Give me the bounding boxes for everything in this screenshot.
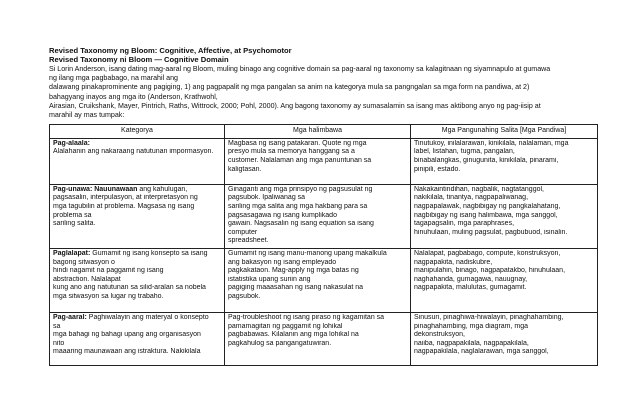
table-row-pag-aaral (50, 312, 598, 365)
category-term: Pag-alaala: (53, 139, 90, 147)
intro-line: marahil ay mas tumpak: (49, 111, 125, 120)
halimbawa-cell (225, 312, 411, 365)
pandiwa-cell (411, 248, 598, 312)
intro-line: bahagyang inayos ang mga ito (Anderson, Krathwohl, (49, 92, 218, 101)
table-row-pag-unawa (50, 184, 598, 248)
cell-line: binabalangkas, ginugunita, kinikilala, pinarami, (414, 157, 559, 164)
cell-line: pagiging maaasahan ng isang nakasulat na (228, 284, 364, 292)
table-row-pag-alaala (50, 138, 598, 184)
cell-line: Nakakaintindihan, nagbalik, nagtatanggol, (414, 185, 544, 193)
cell-line: kaligtasan. (228, 165, 262, 173)
cell-line: mga bahagi ng bahagi upang ang organisasyon (53, 331, 201, 339)
cell-line: Ginaganti ang mga prinsipyo ng pagsusulat ng (228, 185, 373, 193)
cell-line: naiiba, nagpapakilala, nagpapakilala, (414, 339, 529, 347)
halimbawa-cell (225, 138, 411, 184)
cell-line: Tinutukoy, inilalarawan, kinikilala, nalalaman, mga (414, 139, 569, 147)
kategorya-cell (50, 184, 225, 248)
cell-line: label, listahan, tugma, pangalan, (414, 148, 515, 156)
halimbawa-cell (225, 184, 411, 248)
intro-paragraph (49, 65, 597, 120)
pandiwa-cell (411, 312, 598, 365)
cell-line: sa (53, 322, 61, 330)
cell-line: hinuhulaan, muling pagsulat, pagbubuod, isinalin. (414, 228, 568, 236)
cell-line: nagpapakita, malulutas, gumagamit. (414, 284, 527, 292)
intro-line: ng ilang mga pagbabago, na marahil ang (49, 74, 178, 83)
pandiwa-cell (411, 138, 598, 184)
category-term-rest: Paghiwalayin ang materyal o konsepto (86, 313, 209, 321)
cell-line: pagsubok. Ipaliwanag sa (228, 194, 306, 202)
cell-line: maaaring maunawaan ang istraktura. Nakikilala (53, 348, 201, 356)
cell-line: tagapagsalin, mga paraphrases, (414, 220, 515, 228)
intro-line: Airasian, Cruikshank, Mayer, Pintrich, Raths, Wittrock, 2000; Pohl, 2000). Ang bagong taxonomy ay sumasalamin sa isang mas aktibong anyo ng pag-iisip at (49, 101, 541, 110)
cell-line: Magbasa ng isang patakaran. Quote ng mga (228, 139, 367, 147)
cell-line: sariling salita. (53, 220, 96, 228)
document-subtitle: Revised Taxonomy ni Bloom — Cognitive Domain (49, 55, 229, 64)
cell-line: Nalalapat, pagbabago, compute, konstruksyon, (414, 249, 561, 257)
cell-line: ang bakasyon ng isang empleyado (228, 258, 337, 266)
category-term: Pag-aaral: (53, 313, 87, 321)
cell-line: kung ano ang natutunan sa silid-aralan sa nobela (53, 284, 206, 292)
cell-line: Pag-troubleshoot ng isang piraso ng kagamitan sa (228, 313, 385, 321)
intro-line: Si Lorin Anderson, isang dating mag-aaral ng Bloom, muling binago ang cognitive domain sa pag-aaral ng taxonomy sa kalagitnaan ng siyamnapulo at gumawa (49, 65, 551, 73)
cell-line: pagsubok. (228, 292, 261, 300)
cell-line: customer. Nalalaman ang mga panuntunan sa (228, 157, 372, 164)
cell-line: nagbibigay ng isang halimbawa, mga sanggol, (414, 211, 558, 219)
cell-line: istatistika upang suriin ang (228, 275, 311, 283)
cell-line: nagpapakita, nadiskubre, (414, 258, 493, 266)
cell-line: pagsasalin, interpulasyon, at interpretasyon ng (53, 194, 198, 202)
column-header-halimbawa: Mga halimbawa (225, 125, 411, 139)
cell-line: nagpapalawak, nagbibigay ng pangkalahatang, (414, 203, 561, 210)
cell-line: computer (228, 228, 258, 236)
column-header-kategorya: Kategorya (50, 125, 225, 139)
cell-line: manipulahin, binago, nagpapatakbo, hinuhulaan, (414, 267, 566, 275)
kategorya-cell (50, 312, 225, 365)
taxonomy-table (49, 124, 598, 366)
cell-line: abstraction. Nalalapat (53, 275, 121, 283)
cell-line: dekonstruksyon, (414, 331, 465, 339)
cell-line: Alalahanin ang nakaraang natutunan impormasyon. (53, 148, 214, 156)
pandiwa-cell (411, 184, 598, 248)
cell-line: pinipili, estado. (414, 165, 461, 173)
category-heading-line (53, 250, 221, 259)
category-term: Paglalapat: (53, 249, 91, 257)
cell-line: spreadsheet. (228, 237, 269, 245)
cell-line: pagsasagawa ng isang kumplikado (228, 211, 337, 219)
cell-line: hindi nagamit na paggamit ng isang (53, 267, 164, 275)
intro-line: dalawang pinakaprominente ang pagiging, 1) ang pagpapalit ng mga pangalan sa anim na kategorya mula sa pangngalan sa mga form na pandiwa, at 2) (49, 83, 530, 92)
cell-line: bagong sitwasyon o (53, 258, 115, 266)
cell-line: Sinusuri, pinaghiwa-hiwalayin, pinaghahambing, (414, 313, 564, 321)
table-header-row (50, 125, 598, 139)
document-page (49, 46, 597, 366)
cell-line: mga tagubilin at problema. Magsasa ng isang (53, 203, 195, 210)
category-term: Pag-unawa: Nauunawaan (53, 185, 138, 193)
category-term-rest: Gumamit ng isang konsepto sa isang (90, 249, 208, 257)
cell-line: sariling mga salita ang mga hakbang para sa (228, 203, 368, 210)
cell-line: gawain. Nagsasalin ng isang equation sa isang (228, 220, 374, 228)
cell-line: nakikilala, tinantya, nagpapaliwanag, (414, 194, 529, 202)
kategorya-cell (50, 138, 225, 184)
cell-line: pagbabawas. Kilalanin ang mga lohikal na (228, 331, 359, 339)
cell-line: pamamagitan ng paggamit ng lohikal (228, 322, 343, 330)
document-title: Revised Taxonomy ng Bloom: Cognitive, Affective, at Psychomotor (49, 46, 292, 55)
cell-line: Gumamit ng isang manu-manong upang makalkula (228, 249, 387, 257)
cell-line: pagkakataon. Mag-apply ng mga batas ng (228, 267, 359, 275)
category-heading-line (53, 186, 221, 195)
halimbawa-cell (225, 248, 411, 312)
cell-line: nito (53, 339, 65, 347)
cell-line: problema sa (53, 211, 92, 219)
category-heading-line (53, 314, 221, 323)
table-row-paglalapat (50, 248, 598, 312)
cell-line: nagpapakilala, naglalarawan, mga sanggol, (414, 348, 549, 356)
cell-line: naghahanda, gumagawa, nauugnay, (414, 275, 528, 283)
category-term-rest: ang kahulugan, (137, 185, 188, 193)
column-header-pandiwa: Mga Pangunahing Salita [Mga Pandiwa] (411, 125, 598, 139)
cell-line: presyo mula sa memorya hanggang sa a (228, 148, 355, 156)
cell-line: pinaghahambing, mga diagram, mga (414, 322, 529, 330)
cell-line: mga sitwasyon sa lugar ng trabaho. (53, 292, 164, 300)
cell-line: pagkahulog sa pangangatuwiran. (228, 339, 332, 347)
kategorya-cell (50, 248, 225, 312)
